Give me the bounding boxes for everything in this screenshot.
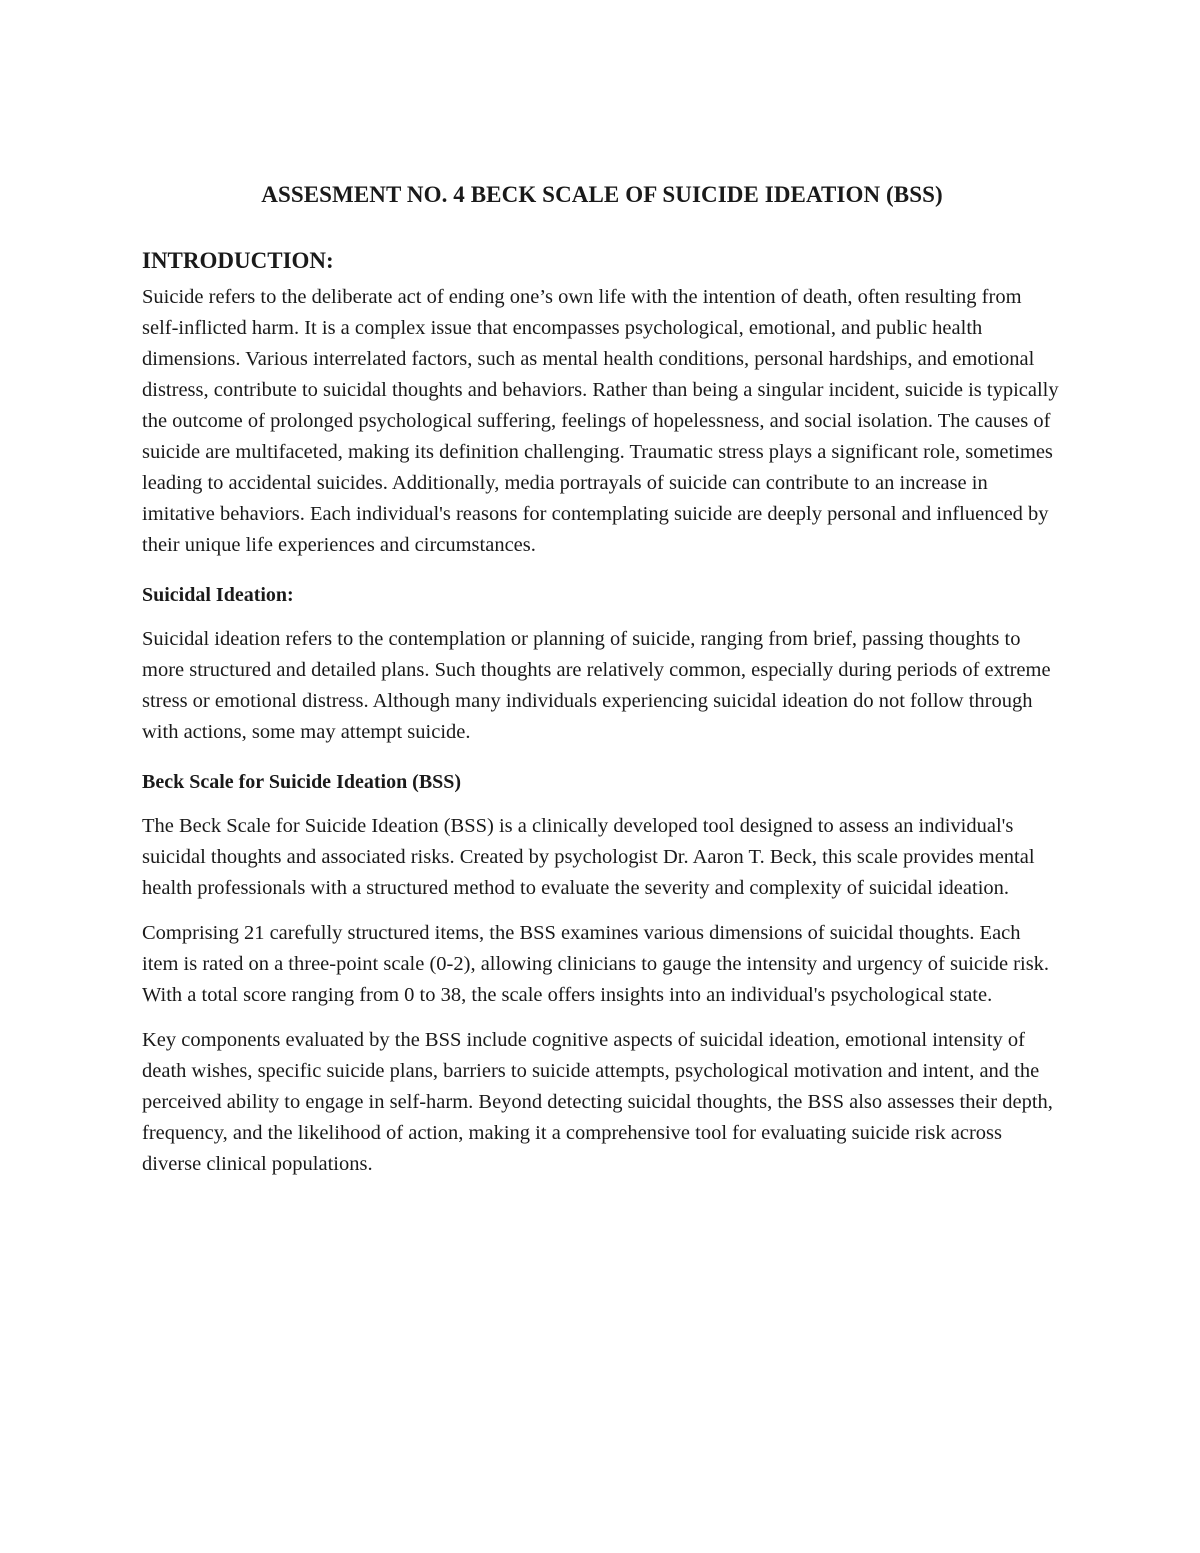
introduction-heading: INTRODUCTION: [142, 248, 334, 273]
bss-heading: Beck Scale for Suicide Ideation (BSS) [142, 771, 462, 793]
bss-paragraph-components: Key components evaluated by the BSS include cognitive aspects of suicidal ideation, emotional intensity of death wishes, specific suicide plans, barriers to suicide attempts, psychological motivation and intent, and the perceived ability to engage in self-harm. Beyond detecting suicidal thoughts, the BSS also assesses their depth, frequency, and the likelihood of action, making it a comprehensive tool for evaluating suicide risk across diverse clinical populations. [142, 1029, 1053, 1175]
bss-paragraph-structure: Comprising 21 carefully structured items, the BSS examines various dimensions of suicidal thoughts. Each item is rated on a three-point scale (0-2), allowing clinicians to gauge the intensity and urgency of suicide risk. With a total score ranging from 0 to 38, the scale offers insights into an individual's psychological state. [142, 922, 1050, 1006]
introduction-paragraph: Suicide refers to the deliberate act of ending one’s own life with the intention of death, often resulting from self-inflicted harm. It is a complex issue that encompasses psychological, emotional, and public health dimensions. Various interrelated factors, such as mental health conditions, personal hardships, and emotional distress, contribute to suicidal thoughts and behaviors. Rather than being a singular incident, suicide is typically the outcome of prolonged psychological suffering, feelings of hopelessness, and social isolation. The causes of suicide are multifaceted, making its definition challenging. Traumatic stress plays a significant role, sometimes leading to accidental suicides. Additionally, media portrayals of suicide can contribute to an increase in imitative behaviors. Each individual's reasons for contemplating suicide are deeply personal and influenced by their unique life experiences and circumstances. [142, 286, 1059, 556]
document-title: ASSESMENT NO. 4 BECK SCALE OF SUICIDE IDEATION (BSS) [261, 182, 943, 207]
document-body [142, 178, 1062, 1180]
suicidal-ideation-paragraph: Suicidal ideation refers to the contemplation or planning of suicide, ranging from brief, passing thoughts to more structured and detailed plans. Such thoughts are relatively common, especially during periods of extreme stress or emotional distress. Although many individuals experiencing suicidal ideation do not follow through with actions, some may attempt suicide. [142, 628, 1051, 743]
bss-paragraph-definition: The Beck Scale for Suicide Ideation (BSS) is a clinically developed tool designed to assess an individual's suicidal thoughts and associated risks. Created by psychologist Dr. Aaron T. Beck, this scale provides mental health professionals with a structured method to evaluate the severity and complexity of suicidal ideation. [142, 815, 1035, 899]
suicidal-ideation-heading: Suicidal Ideation: [142, 584, 294, 606]
